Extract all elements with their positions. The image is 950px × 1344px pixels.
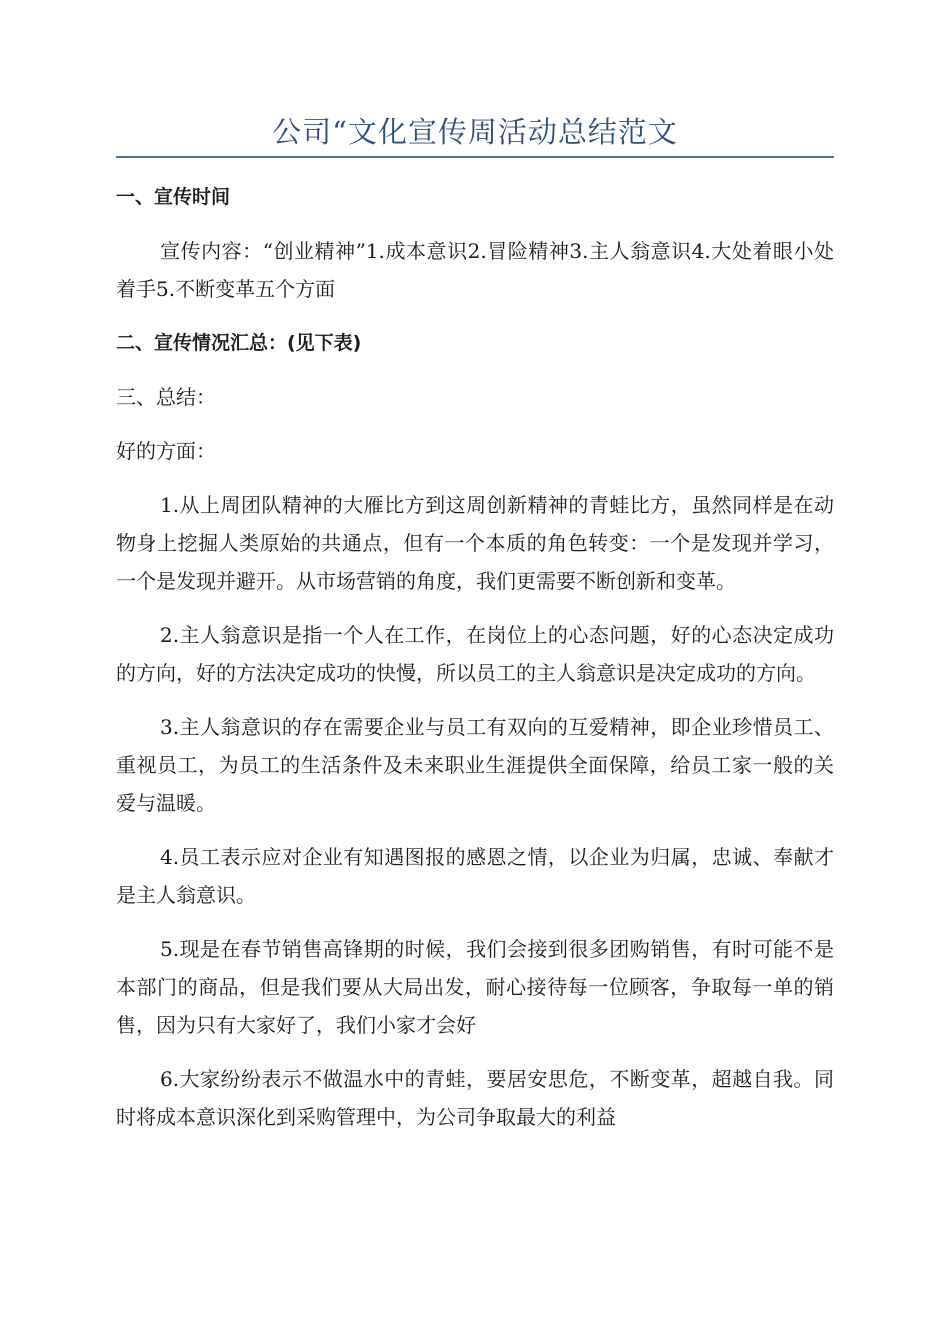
- point-paragraph: 3.主人翁意识的存在需要企业与员工有双向的互爱精神，即企业珍惜员工、重视员工，为员工的生活条件及未来职业生涯提供全面保障，给员工家一般的关爱与温暖。: [116, 715, 834, 815]
- point-paragraph: 4.员工表示应对企业有知遇图报的感恩之情，以企业为归属，忠诚、奉献才是主人翁意识。: [116, 845, 834, 907]
- section-heading-conclusion: 三、总结：: [116, 385, 216, 409]
- point-paragraph: 5.现是在春节销售高锋期的时候，我们会接到很多团购销售，有时可能不是本部门的商品，但是我们要从大局出发，耐心接待每一位顾客，争取每一单的销售，因为只有大家好了，我们小家才会好: [116, 937, 834, 1037]
- point-paragraph: 6.大家纷纷表示不做温水中的青蛙，要居安思危，不断变革，超越自我。同时将成本意识深化到采购管理中，为公司争取最大的利益: [116, 1067, 834, 1129]
- section-heading-summary-table: 二、宣传情况汇总：(见下表): [116, 332, 362, 354]
- section-body-content: 宣传内容：“创业精神”1.成本意识2.冒险精神3.主人翁意识4.大处着眼小处着手5.不断变革五个方面: [116, 239, 834, 301]
- title-underline: [116, 156, 834, 158]
- point-paragraph: 1.从上周团队精神的大雁比方到这周创新精神的青蛙比方，虽然同样是在动物身上挖掘人类原始的共通点，但有一个本质的角色转变：一个是发现并学习，一个是发现并避开。从市场营销的角度，我们更需要不断创新和变革。: [116, 493, 834, 593]
- document-title: 公司“文化宣传周活动总结范文: [272, 115, 678, 149]
- section-heading-time: 一、宣传时间: [116, 186, 231, 208]
- document-page: [116, 0, 834, 1136]
- point-paragraph: 2.主人翁意识是指一个人在工作，在岗位上的心态问题，好的心态决定成功的方向，好的方法决定成功的快慢，所以员工的主人翁意识是决定成功的方向。: [116, 623, 834, 685]
- good-aspects-label: 好的方面：: [116, 439, 216, 463]
